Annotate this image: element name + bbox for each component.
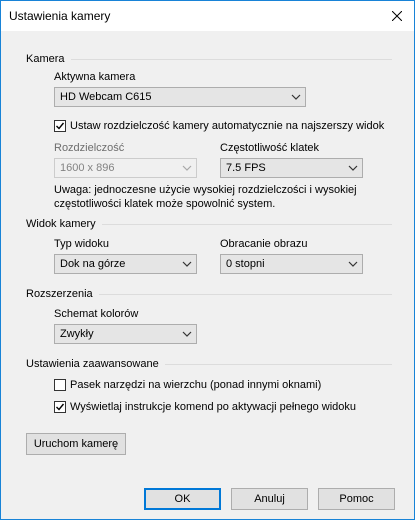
- dialog-client-area: [1, 31, 414, 519]
- rotation-value: 0 stopni: [226, 258, 265, 270]
- note-line: Uwaga: jednoczesne użycie wysokiej rozdzielczości i wysokiej: [54, 184, 357, 196]
- rotation-label: Obracanie obrazu: [220, 238, 308, 250]
- cancel-label: Anuluj: [254, 493, 285, 505]
- chevron-down-icon: [178, 255, 196, 273]
- checkbox-box: [54, 401, 66, 413]
- checkmark-icon: [55, 402, 65, 412]
- group-view-title: Widok kamery: [26, 218, 96, 230]
- close-icon: [392, 11, 402, 21]
- toolbar-on-top-checkbox[interactable]: [54, 379, 321, 391]
- color-scheme-select[interactable]: [54, 324, 197, 344]
- divider: [102, 224, 392, 225]
- group-extensions-header: [26, 288, 392, 300]
- chevron-down-icon: [178, 325, 196, 343]
- toolbar-on-top-label: Pasek narzędzi na wierzchu (ponad innymi oknami): [70, 379, 322, 391]
- performance-note: [54, 183, 357, 211]
- checkbox-box: [54, 379, 66, 391]
- group-extensions-title: Rozszerzenia: [26, 288, 93, 300]
- close-button[interactable]: [382, 1, 412, 31]
- framerate-select[interactable]: [220, 158, 363, 178]
- divider: [71, 59, 392, 60]
- framerate-label: Częstotliwość klatek: [220, 142, 320, 154]
- ok-button[interactable]: [144, 488, 221, 510]
- window-title: Ustawienia kamery: [9, 9, 111, 23]
- checkmark-icon: [55, 121, 65, 131]
- show-instructions-checkbox[interactable]: [54, 401, 356, 413]
- group-camera-title: Kamera: [26, 53, 65, 65]
- rotation-select[interactable]: [220, 254, 363, 274]
- active-camera-label: Aktywna kamera: [54, 71, 136, 83]
- launch-camera-label: Uruchom kamerę: [33, 438, 119, 450]
- view-type-select[interactable]: [54, 254, 197, 274]
- checkbox-box: [54, 120, 66, 132]
- auto-resolution-label: Ustaw rozdzielczość kamery automatycznie na najszerszy widok: [70, 120, 385, 132]
- chevron-down-icon: [287, 88, 305, 106]
- group-camera-header: [26, 53, 392, 65]
- resolution-value: 1600 x 896: [60, 162, 115, 174]
- ok-label: OK: [174, 493, 191, 505]
- auto-resolution-checkbox[interactable]: [54, 120, 384, 132]
- chevron-down-icon: [178, 159, 196, 177]
- show-instructions-label: Wyświetlaj instrukcje komend po aktywacji pełnego widoku: [70, 401, 357, 413]
- group-advanced-title: Ustawienia zaawansowane: [26, 358, 159, 370]
- color-scheme-label: Schemat kolorów: [54, 308, 139, 320]
- cancel-button[interactable]: [231, 488, 308, 510]
- resolution-label: Rozdzielczość: [54, 142, 125, 154]
- title-bar: [1, 1, 414, 31]
- chevron-down-icon: [344, 255, 362, 273]
- color-scheme-value: Zwykły: [60, 328, 94, 340]
- help-button[interactable]: [318, 488, 395, 510]
- resolution-select[interactable]: [54, 158, 197, 178]
- divider: [165, 364, 392, 365]
- view-type-value: Dok na górze: [60, 258, 126, 270]
- note-line: częstotliwości klatek może spowolnić system.: [54, 198, 276, 210]
- framerate-value: 7.5 FPS: [226, 162, 266, 174]
- view-type-label: Typ widoku: [54, 238, 110, 250]
- help-label: Pomoc: [339, 493, 374, 505]
- divider: [99, 294, 392, 295]
- chevron-down-icon: [344, 159, 362, 177]
- active-camera-value: HD Webcam C615: [60, 91, 152, 103]
- group-advanced-header: [26, 358, 392, 370]
- active-camera-select[interactable]: [54, 87, 306, 107]
- group-view-header: [26, 218, 392, 230]
- launch-camera-button[interactable]: [26, 433, 126, 455]
